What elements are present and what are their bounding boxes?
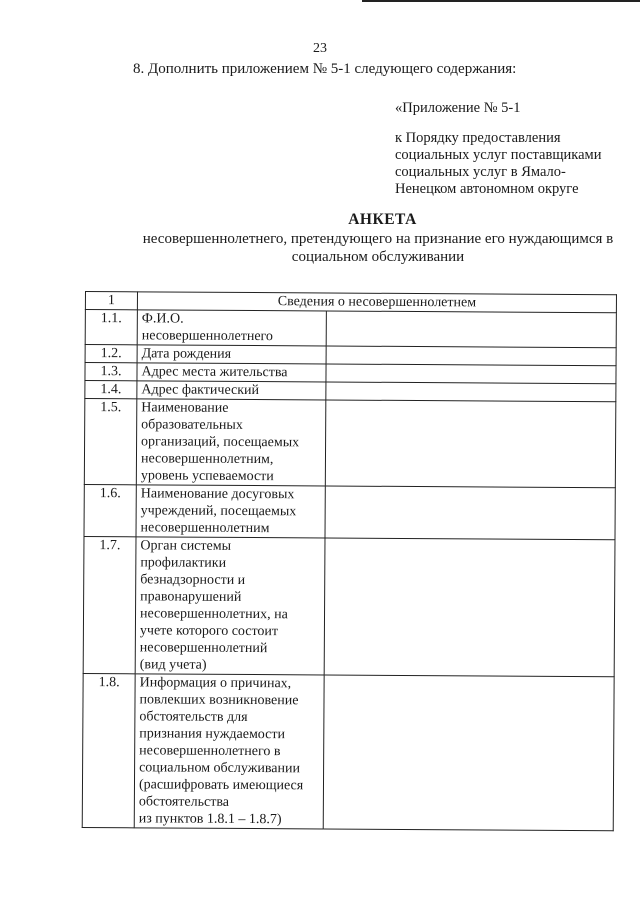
row-label-line: обстоятельства — [138, 794, 230, 810]
row-label-line: (расшифровать имеющиеся — [138, 777, 304, 794]
row-number-cell: 1.6. — [84, 484, 136, 536]
appendix-line: Ненецком автономном округе — [395, 181, 579, 197]
survey-table — [82, 291, 617, 831]
row-label-line: образовательных — [141, 417, 243, 433]
table-row — [85, 310, 616, 348]
row-label-line: повлекших возникновение — [139, 692, 299, 709]
row-value-field[interactable] — [323, 675, 614, 831]
row-number-cell: 1.7. — [83, 536, 136, 673]
row-value-field[interactable] — [325, 486, 615, 540]
row-number-cell: 1.3. — [85, 363, 137, 381]
appendix-line: социальных услуг в Ямало- — [395, 164, 566, 180]
table-row — [84, 484, 615, 539]
row-label-line: несовершеннолетним — [140, 520, 270, 537]
row-label-line: безнадзорности и — [140, 572, 246, 588]
row-label-cell — [136, 485, 325, 538]
page-number: 23 — [313, 41, 327, 56]
row-label-line: организаций, посещаемых — [141, 434, 300, 451]
row-label-line: Адрес места жительства — [141, 364, 288, 381]
table-row — [82, 673, 614, 830]
row-label-line: Орган системы — [140, 538, 232, 554]
form-subtitle-line: социальном обслуживании — [291, 249, 465, 265]
row-label-line: Информация о причинах, — [139, 675, 292, 692]
row-value-field[interactable] — [326, 382, 616, 402]
row-label-line: Ф.И.О. — [141, 311, 184, 327]
row-label-line: несовершеннолетним, — [140, 451, 274, 468]
table-row — [84, 399, 616, 488]
row-label-line: из пунктов 1.8.1 – 1.8.7) — [138, 811, 282, 828]
row-label-cell — [137, 363, 326, 382]
row-label-line: Наименование — [141, 400, 229, 416]
row-label-line: учете которого состоит — [139, 623, 279, 640]
row-label-line: профилактики — [140, 555, 227, 571]
form-subtitle-line: несовершеннолетнего, претендующего на признание его нуждающимся в — [142, 231, 614, 247]
row-label-line: уровень успеваемости — [140, 468, 274, 485]
row-label-line: социальном обслуживании — [139, 760, 301, 777]
row-label-line: Наименование досуговых — [140, 486, 295, 503]
row-number-cell: 1.8. — [82, 673, 135, 827]
appendix-line: к Порядку предоставления — [395, 130, 561, 146]
appendix-title: «Приложение № 5-1 — [395, 100, 521, 116]
row-label-cell — [137, 310, 326, 346]
appendix-gap — [395, 117, 601, 130]
amendment-intro: 8. Дополнить приложением № 5-1 следующего содержания: — [133, 61, 517, 77]
appendix-reference — [395, 100, 601, 198]
form-title: АНКЕТА — [348, 211, 417, 228]
row-value-field[interactable] — [324, 538, 615, 677]
row-label-line: Адрес фактический — [141, 382, 260, 399]
row-value-field[interactable] — [326, 311, 616, 348]
row-number-cell: 1.4. — [85, 381, 137, 399]
row-label-cell — [137, 345, 326, 364]
row-value-field[interactable] — [326, 364, 616, 384]
header-number-cell: 1 — [85, 292, 137, 310]
row-label-line: Дата рождения — [141, 346, 232, 362]
row-number-cell: 1.5. — [84, 399, 137, 485]
appendix-line: социальных услуг поставщиками — [395, 147, 602, 163]
row-label-line: несовершеннолетний — [139, 640, 268, 657]
row-value-field[interactable] — [325, 400, 616, 488]
table-row — [83, 536, 615, 676]
row-label-cell — [134, 674, 324, 829]
row-value-field[interactable] — [326, 346, 616, 366]
row-label-line: обстоятельств для — [139, 709, 248, 726]
row-label-line: (вид учета) — [139, 657, 207, 673]
row-number-cell: 1.1. — [85, 310, 137, 345]
row-label-line: несовершеннолетних, на — [139, 606, 288, 623]
row-label-cell — [135, 537, 325, 675]
form-subtitle — [118, 230, 638, 266]
header-title-cell: Сведения о несовершеннолетнем — [137, 292, 616, 313]
row-label-line: несовершеннолетнего — [141, 328, 274, 345]
row-label-line: несовершеннолетнего в — [139, 743, 281, 760]
row-label-line: правонарушений — [140, 589, 242, 605]
row-number-cell: 1.2. — [85, 345, 137, 363]
row-label-cell — [137, 381, 326, 400]
row-label-line: учреждений, посещаемых — [140, 503, 297, 520]
row-label-line: признания нуждаемости — [139, 726, 286, 743]
top-rule — [362, 0, 640, 2]
row-label-cell — [136, 399, 326, 486]
